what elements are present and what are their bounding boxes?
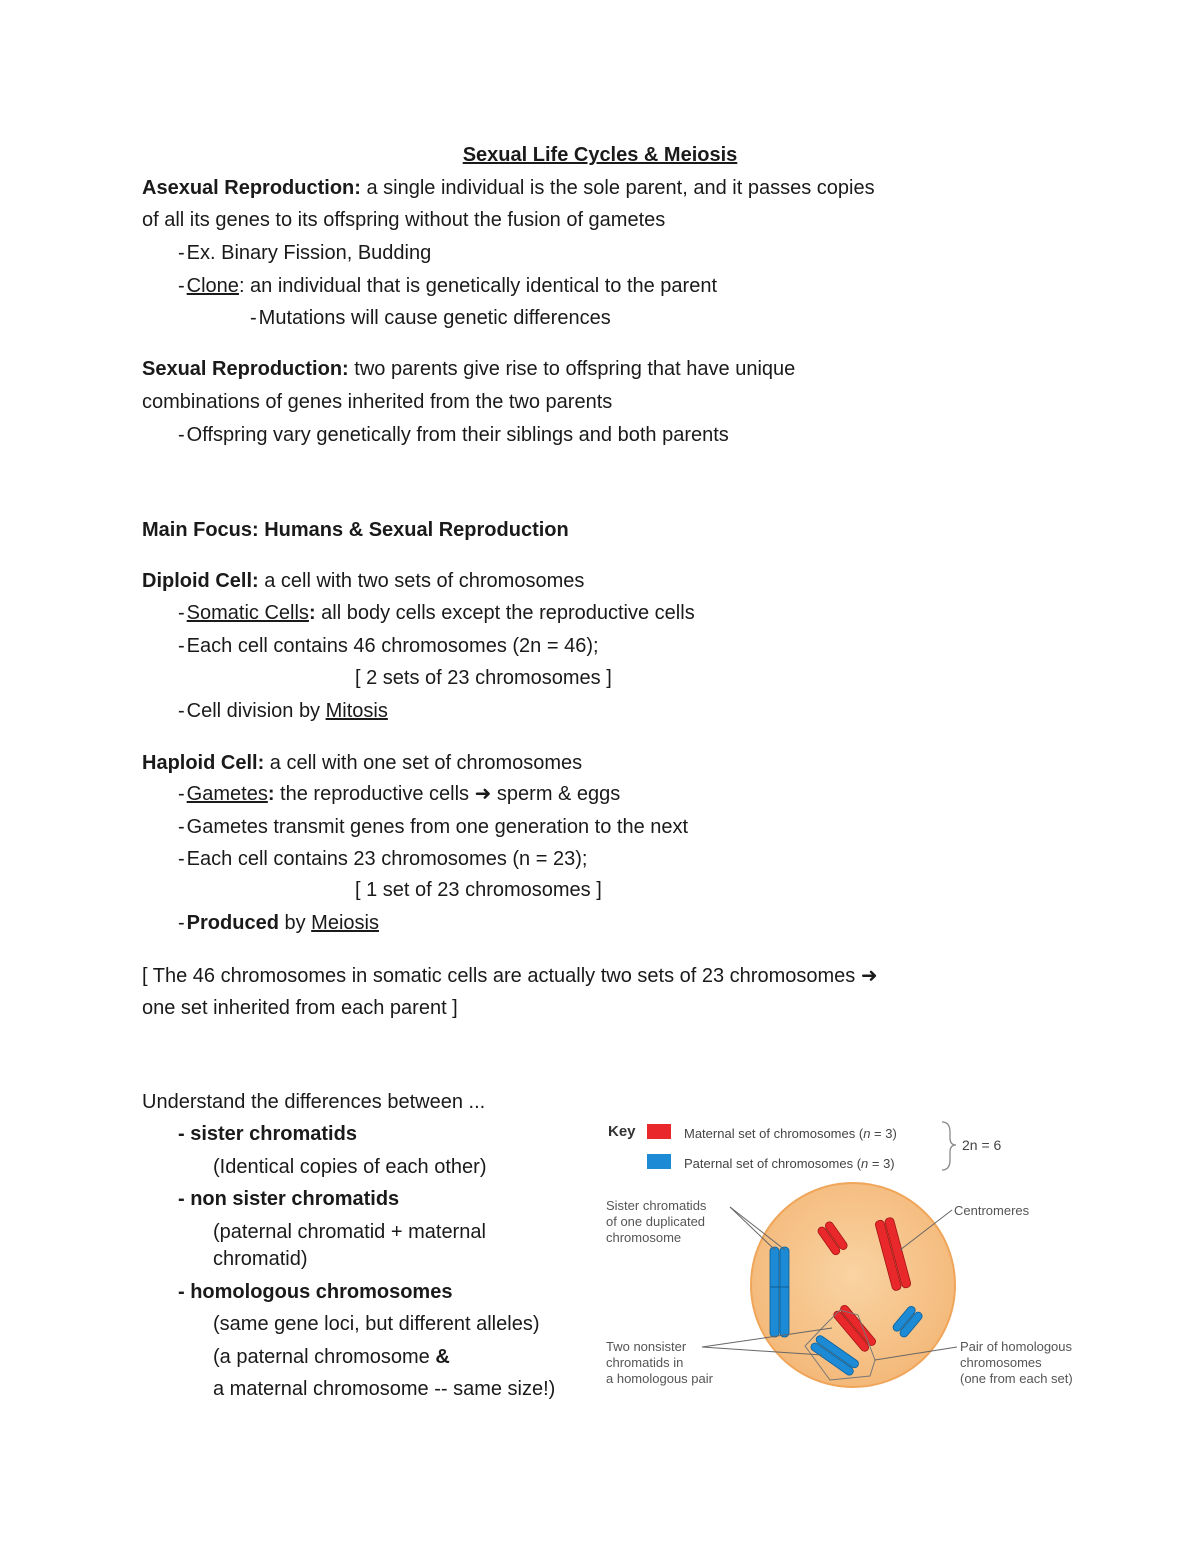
gametes-colon: : xyxy=(267,783,275,805)
diploid-term: Diploid Cell: xyxy=(142,570,259,592)
sexual-vary-text: Offspring vary genetically from their siblings and both parents xyxy=(186,424,729,446)
svg-text:a homologous pair: a homologous pair xyxy=(606,1371,713,1386)
sexual-term: Sexual Reproduction: xyxy=(142,358,349,380)
mutations-note: - Mutations will cause genetic differences xyxy=(250,307,611,329)
svg-text:Sister chromatids: Sister chromatids xyxy=(606,1198,707,1213)
clone-definition: - Clone: an individual that is genetically identical to the parent xyxy=(178,275,718,297)
main-focus-heading: Main Focus: Humans & Sexual Reproduction xyxy=(142,519,569,541)
chromosome-figure xyxy=(600,1110,1100,1410)
meiosis-term: Meiosis xyxy=(311,912,379,934)
note-line2: one set inherited from each parent ] xyxy=(142,997,458,1019)
produced-by: by xyxy=(278,912,312,934)
sexual-definition-line2: combinations of genes inherited from the two parents xyxy=(142,391,613,413)
somatic-colon: : xyxy=(308,602,316,624)
key-brace xyxy=(942,1122,956,1170)
paternal-key-swatch xyxy=(647,1154,671,1169)
gametes-definition: - Gametes: the reproductive cells ➜ sperm & eggs xyxy=(178,783,621,805)
svg-text:Two nonsister: Two nonsister xyxy=(606,1339,687,1354)
diploid-each: - Each cell contains 46 chromosomes (2n = 46); xyxy=(178,635,599,657)
asexual-def-1: a single individual is the sole parent, and it passes copies xyxy=(360,177,875,199)
somatic-term: Somatic Cells xyxy=(186,602,309,624)
homologous-pair-label xyxy=(960,1339,1073,1386)
nonsister-desc2: chromatid) xyxy=(213,1248,308,1270)
mutations-text: Mutations will cause genetic differences xyxy=(258,307,611,329)
nonsister-desc1: (paternal chromatid + maternal xyxy=(213,1221,486,1243)
nonsister-heading: - non sister chromatids xyxy=(178,1188,400,1210)
homologous-heading: - homologous chromosomes xyxy=(178,1281,453,1303)
svg-text:chromosomes: chromosomes xyxy=(960,1355,1042,1370)
gametes-transmit: - Gametes transmit genes from one generation to the next xyxy=(178,816,689,838)
svg-text:chromatids in: chromatids in xyxy=(606,1355,684,1370)
somatic-cells: - Somatic Cells: all body cells except the reproductive cells xyxy=(178,602,695,624)
haploid-each: - Each cell contains 23 chromosomes (n = 23); xyxy=(178,848,588,870)
produced-bold: Produced xyxy=(186,912,279,934)
svg-text:chromosome: chromosome xyxy=(606,1230,682,1245)
diploid-sets: [ 2 sets of 23 chromosomes ] xyxy=(355,667,612,689)
homologous-desc3: a maternal chromosome -- same size!) xyxy=(213,1378,556,1400)
key-label: Key xyxy=(608,1123,636,1140)
differences-intro: Understand the differences between ... xyxy=(142,1091,486,1113)
sister-chromatids-label xyxy=(606,1198,707,1245)
asexual-term: Asexual Reproduction: xyxy=(142,177,361,199)
haploid-definition xyxy=(142,750,582,776)
haploid-each-text: Each cell contains 23 chromosomes (n = 23); xyxy=(186,848,588,870)
haploid-def: a cell with one set of chromosomes xyxy=(264,752,583,774)
asexual-example: - Ex. Binary Fission, Budding xyxy=(178,242,432,264)
haploid-term: Haploid Cell: xyxy=(142,752,265,774)
svg-text:of one duplicated: of one duplicated xyxy=(606,1214,706,1229)
homologous-desc2 xyxy=(213,1344,450,1370)
page-title: Sexual Life Cycles & Meiosis xyxy=(462,144,738,166)
sexual-definition-line1 xyxy=(142,356,795,382)
paternal-key-label: Paternal set of chromosomes (n = 3) xyxy=(684,1156,895,1171)
diploid-each-text: Each cell contains 46 chromosomes (2n = 46); xyxy=(186,635,599,657)
homologous-desc1: (same gene loci, but different alleles) xyxy=(213,1313,540,1335)
diploid-def: a cell with two sets of chromosomes xyxy=(258,570,585,592)
centromeres-label: Centromeres xyxy=(954,1203,1030,1218)
svg-text:(one from each set): (one from each set) xyxy=(960,1371,1073,1386)
sexual-vary: - Offspring vary genetically from their siblings and both parents xyxy=(178,424,729,446)
diploid-definition xyxy=(142,568,584,594)
sister-desc: (Identical copies of each other) xyxy=(213,1156,487,1178)
gametes-term: Gametes xyxy=(186,783,268,805)
homologous-amp: & xyxy=(435,1346,450,1368)
twon-label: 2n = 6 xyxy=(962,1137,1002,1153)
gametes-transmit-text: Gametes transmit genes from one generation to the next xyxy=(186,816,689,838)
diploid-division-pre: Cell division by xyxy=(186,700,326,722)
sexual-def-1: two parents give rise to offspring that have unique xyxy=(348,358,796,380)
maternal-key-swatch xyxy=(647,1124,671,1139)
gametes-def: the reproductive cells ➜ sperm & eggs xyxy=(274,783,621,805)
clone-term: Clone xyxy=(186,275,239,297)
asexual-example-text: Ex. Binary Fission, Budding xyxy=(186,242,432,264)
asexual-definition-line2: of all its genes to its offspring without the fusion of gametes xyxy=(142,209,666,231)
asexual-definition-line1 xyxy=(142,175,875,201)
clone-def: : an individual that is genetically identical to the parent xyxy=(238,275,718,297)
haploid-sets: [ 1 set of 23 chromosomes ] xyxy=(355,879,602,901)
somatic-def: all body cells except the reproductive cells xyxy=(315,602,695,624)
svg-text:Pair of homologous: Pair of homologous xyxy=(960,1339,1073,1354)
sister-heading: - sister chromatids xyxy=(178,1123,357,1145)
homologous-desc2-text: (a paternal chromosome xyxy=(213,1346,436,1368)
diploid-division: - Cell division by Mitosis xyxy=(178,700,388,722)
haploid-produced: - Produced by Meiosis xyxy=(178,912,379,934)
note-line1: [ The 46 chromosomes in somatic cells are actually two sets of 23 chromosomes ➜ xyxy=(142,965,878,987)
mitosis-term: Mitosis xyxy=(325,700,388,722)
maternal-key-label: Maternal set of chromosomes (n = 3) xyxy=(684,1126,897,1141)
nonsister-label xyxy=(606,1339,714,1386)
